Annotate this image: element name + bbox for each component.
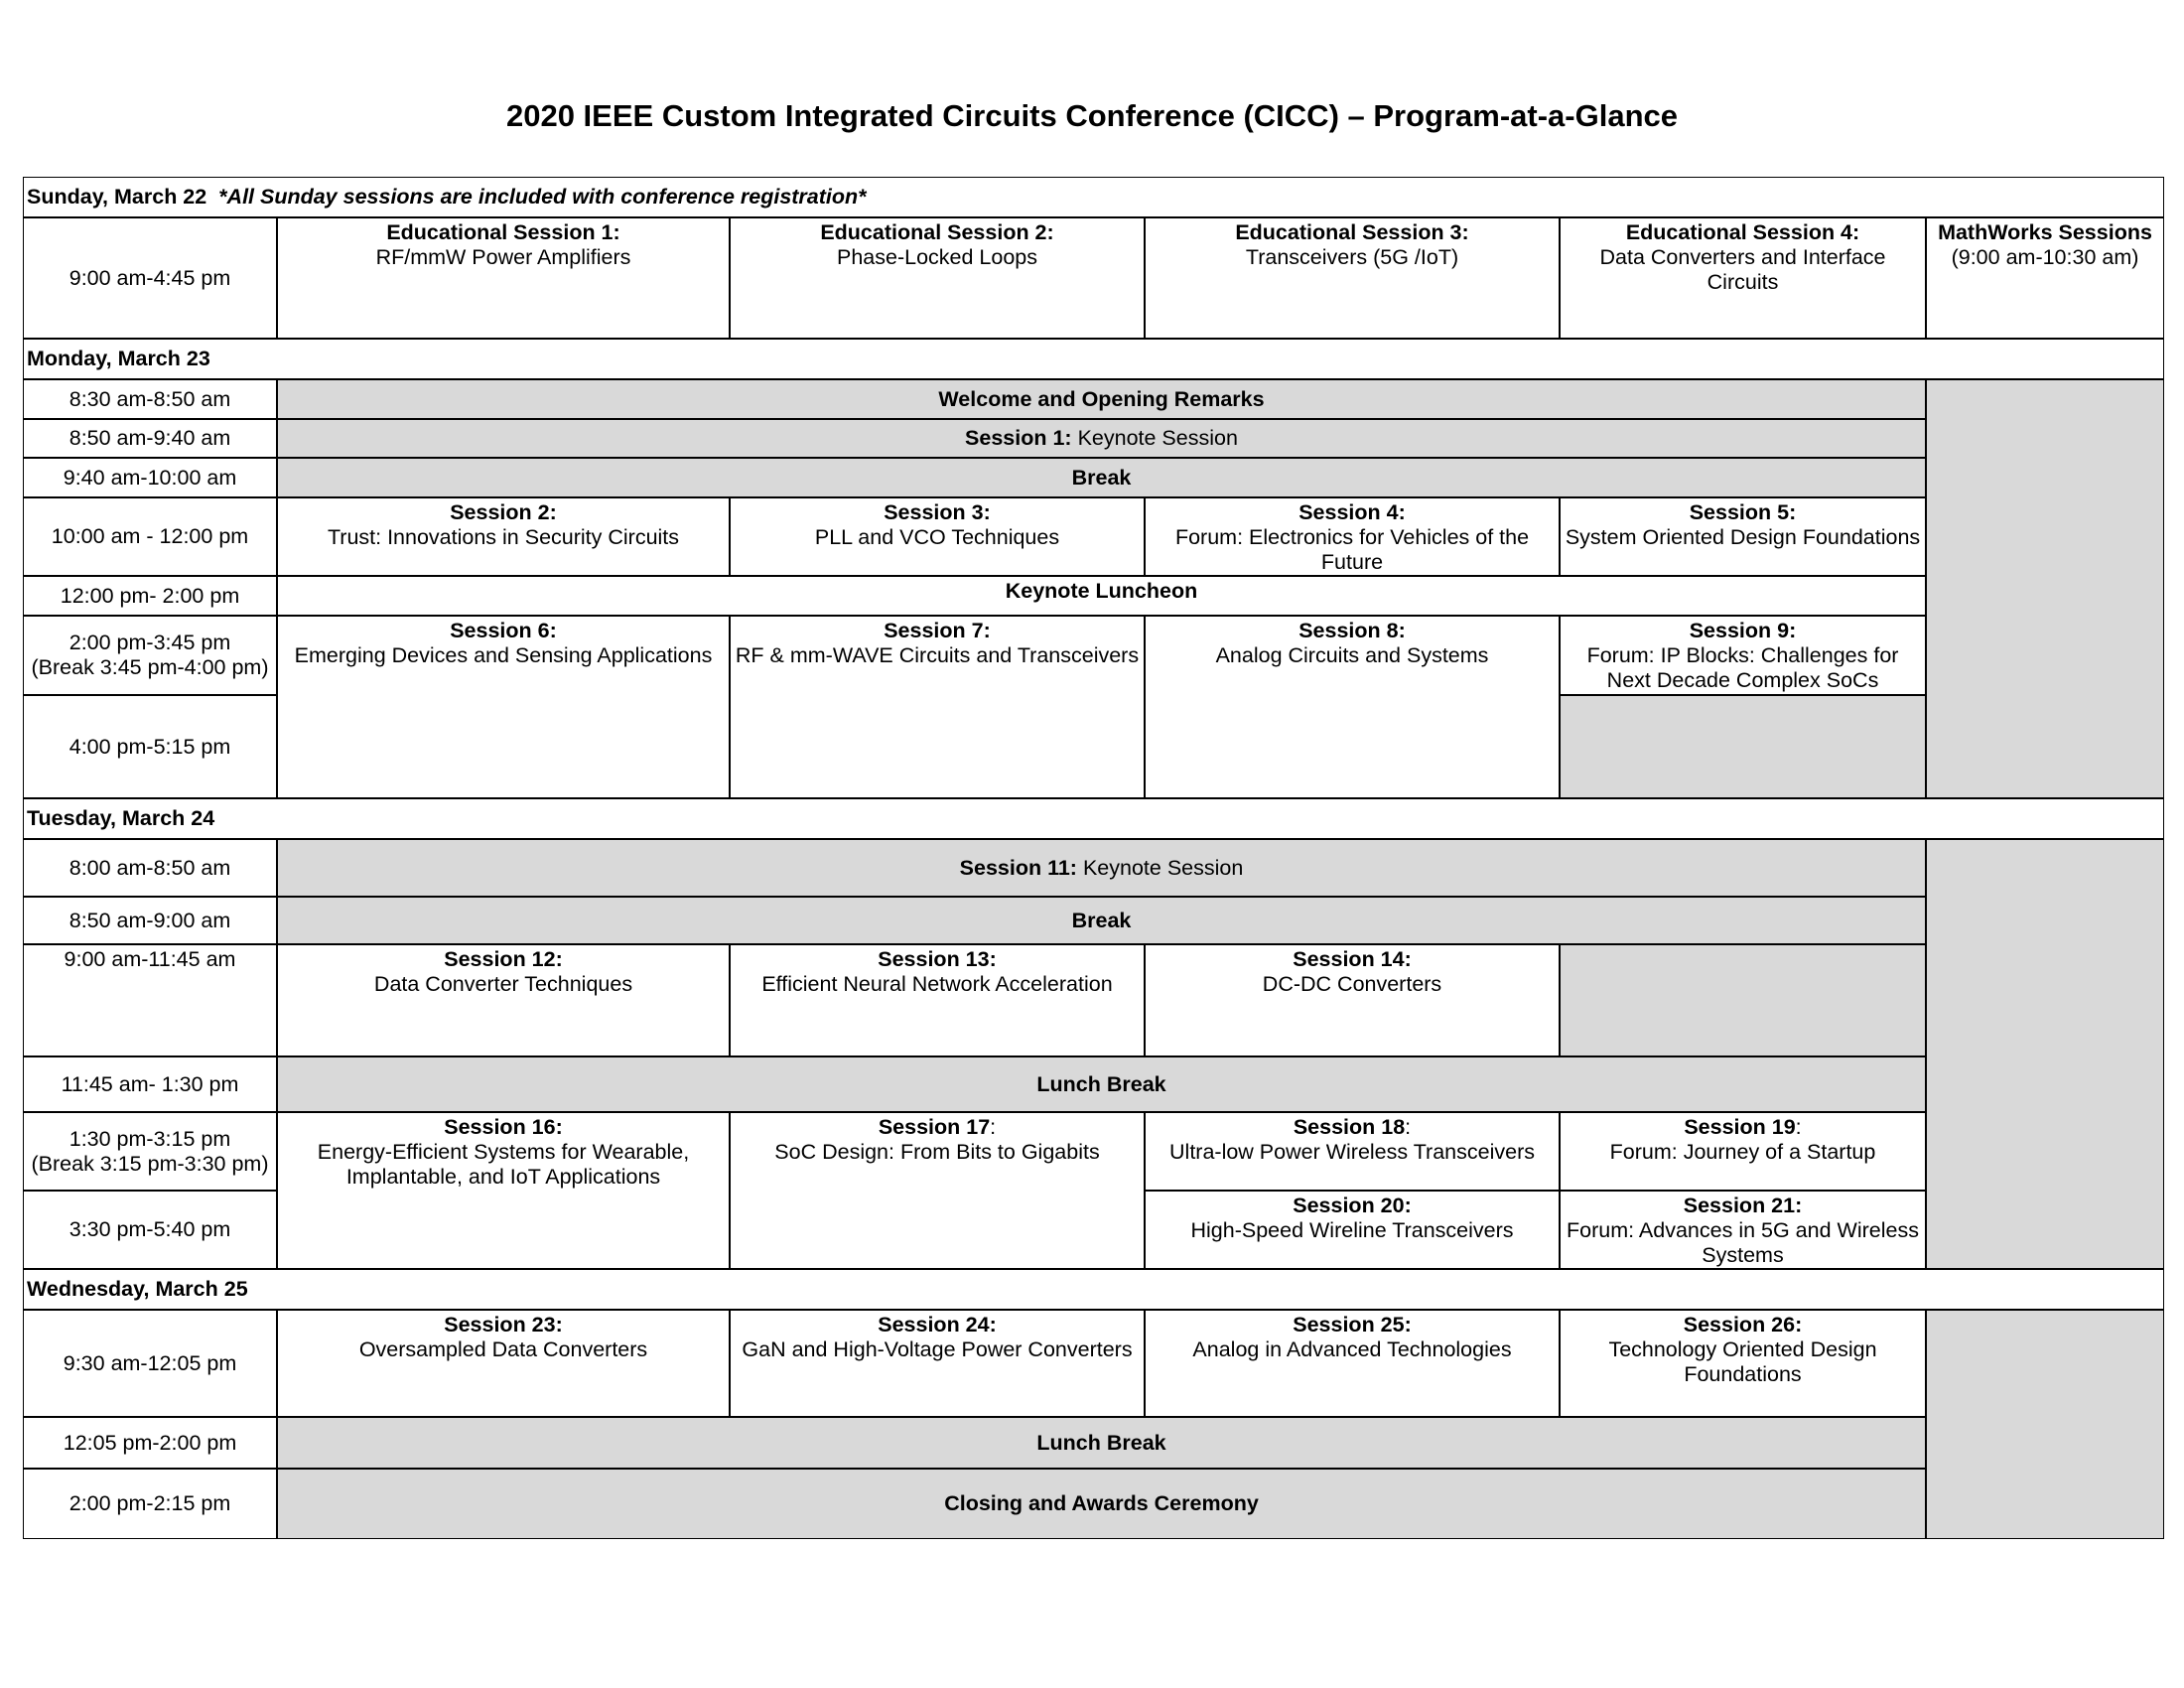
time-label: 12:00 pm- 2:00 pm (60, 583, 240, 608)
time-cell (23, 1310, 277, 1417)
session-topic: Trust: Innovations in Security Circuits (327, 525, 680, 549)
session-topic: Emerging Devices and Sensing Applications (294, 643, 713, 667)
session-topic: GaN and High-Voltage Power Converters (742, 1337, 1133, 1361)
session-topic: Data Converters and Interface Circuits (1599, 245, 1886, 294)
lunch-break (277, 1056, 1926, 1112)
time-label: 11:45 am- 1:30 pm (61, 1071, 239, 1096)
time-label: 10:00 am - 12:00 pm (51, 524, 249, 548)
event-label: Break (1071, 908, 1132, 932)
day-header-tuesday (23, 798, 2164, 839)
session-topic: Forum: Advances in 5G and Wireless Systems (1567, 1218, 1919, 1267)
time-cell (23, 497, 277, 576)
day-label: Monday, March 23 (27, 347, 210, 370)
session-topic: Transceivers (5G /IoT) (1245, 245, 1459, 269)
session-topic: System Oriented Design Foundations (1565, 525, 1921, 549)
day-header-wednesday (23, 1269, 2164, 1310)
closing-ceremony (277, 1469, 1926, 1539)
session-5 (1560, 497, 1926, 576)
time-label: 8:50 am-9:00 am (68, 908, 231, 932)
session-14 (1145, 944, 1560, 1056)
time-cell (23, 1112, 277, 1191)
session-title: Session 12: (444, 947, 563, 971)
break-cell (277, 897, 1926, 944)
session-2 (277, 497, 730, 576)
educational-session-4 (1560, 217, 1926, 339)
time-cell (23, 1191, 277, 1269)
time-cell (23, 944, 277, 1056)
session-topic: DC-DC Converters (1262, 972, 1442, 996)
session-topic: Analog in Advanced Technologies (1192, 1337, 1512, 1361)
session-topic: Ultra-low Power Wireless Transceivers (1169, 1140, 1535, 1164)
empty-cell (1560, 695, 1926, 798)
session-title: Session 20: (1293, 1194, 1412, 1217)
session-title: Session 1: (965, 426, 1072, 450)
event-label: Welcome and Opening Remarks (938, 386, 1265, 411)
session-3 (730, 497, 1145, 576)
session-24 (730, 1310, 1145, 1417)
session-18: Session 18: Ultra-low Power Wireless Transceivers (1145, 1112, 1560, 1191)
time-label: 9:00 am-4:45 pm (68, 265, 231, 290)
time-cell (23, 458, 277, 497)
session-title: Session 2: (450, 500, 557, 524)
session-topic: Data Converter Techniques (373, 972, 633, 996)
session-title: Educational Session 2: (820, 220, 1054, 244)
session-title: Session 8: (1298, 619, 1406, 642)
session-4 (1145, 497, 1560, 576)
session-title: Session 21: (1683, 1194, 1803, 1217)
session-topic: SoC Design: From Bits to Gigabits (774, 1140, 1100, 1164)
day-label: Tuesday, March 24 (27, 806, 215, 830)
welcome-remarks (277, 379, 1926, 419)
mathworks-column-empty (1926, 379, 2164, 798)
time-label: 1:30 pm-3:15 pm (68, 1126, 231, 1151)
time-label: 9:40 am-10:00 am (63, 465, 237, 490)
session-topic: RF/mmW Power Amplifiers (375, 245, 631, 269)
session-title: Session 19 (1684, 1115, 1796, 1139)
registration-note: *All Sunday sessions are included with conference registration* (218, 185, 867, 209)
time-cell (23, 419, 277, 458)
session-topic: Analog Circuits and Systems (1215, 643, 1489, 667)
session-topic: PLL and VCO Techniques (814, 525, 1060, 549)
session-title: Session 3: (884, 500, 991, 524)
session-title: Session 18 (1293, 1115, 1406, 1139)
session-topic: Energy-Efficient Systems for Wearable, Implantable, and IoT Applications (317, 1140, 690, 1189)
session-topic: Phase-Locked Loops (836, 245, 1037, 269)
session-title: Session 16: (444, 1115, 563, 1139)
time-label: 3:30 pm-5:40 pm (68, 1217, 231, 1241)
mathworks-sessions (1926, 217, 2164, 339)
program-table (23, 177, 2164, 1539)
session-title: Session 5: (1689, 500, 1797, 524)
time-cell (23, 217, 277, 339)
time-label: 8:50 am-9:40 am (68, 426, 231, 450)
session-title: Session 26: (1683, 1313, 1803, 1336)
session-1-keynote (277, 419, 1926, 458)
session-title: Session 13: (878, 947, 997, 971)
day-header-monday (23, 339, 2164, 379)
session-11-keynote (277, 839, 1926, 897)
time-cell (23, 379, 277, 419)
session-topic: Forum: IP Blocks: Challenges for Next Decade Complex SoCs (1586, 643, 1899, 692)
session-21 (1560, 1191, 1926, 1269)
time-cell (23, 1417, 277, 1469)
session-topic: Oversampled Data Converters (358, 1337, 648, 1361)
session-19: Session 19: Forum: Journey of a Startup (1560, 1112, 1926, 1191)
time-label: 2:00 pm-2:15 pm (68, 1491, 231, 1515)
educational-session-1 (277, 217, 730, 339)
session-topic: RF & mm-WAVE Circuits and Transceivers (735, 643, 1140, 667)
event-label: Closing and Awards Ceremony (944, 1491, 1259, 1515)
break-time-label: (Break 3:15 pm-3:30 pm) (31, 1151, 269, 1176)
session-topic: High-Speed Wireline Transceivers (1190, 1218, 1514, 1242)
session-time: (9:00 am-10:30 am) (1951, 245, 2139, 269)
session-topic: Keynote Session (1076, 855, 1244, 880)
mathworks-column-empty (1926, 1310, 2164, 1539)
time-cell (23, 839, 277, 897)
session-title: MathWorks Sessions (1938, 220, 2152, 244)
mathworks-column-empty (1926, 839, 2164, 1269)
time-cell (23, 897, 277, 944)
session-title: Session 14: (1293, 947, 1412, 971)
day-label: Sunday, March 22 (27, 185, 207, 209)
session-title: Session 17 (878, 1115, 991, 1139)
session-16 (277, 1112, 730, 1269)
page-title: 2020 IEEE Custom Integrated Circuits Conference (CICC) – Program-at-a-Glance (505, 98, 1678, 133)
empty-cell (1560, 944, 1926, 1056)
session-9 (1560, 616, 1926, 695)
time-label: 9:00 am-11:45 am (64, 947, 236, 971)
event-label: Lunch Break (1036, 1430, 1166, 1455)
session-title: Session 11: (959, 855, 1077, 880)
session-20 (1145, 1191, 1560, 1269)
session-topic: Forum: Journey of a Startup (1609, 1140, 1876, 1164)
time-cell (23, 695, 277, 798)
time-cell (23, 1056, 277, 1112)
event-label: Break (1071, 465, 1132, 490)
session-title: Educational Session 3: (1235, 220, 1469, 244)
time-cell (23, 576, 277, 616)
event-label: Keynote Luncheon (1005, 579, 1198, 603)
break-time-label: (Break 3:45 pm-4:00 pm) (31, 655, 269, 679)
session-title: Session 6: (450, 619, 557, 642)
educational-session-3 (1145, 217, 1560, 339)
session-6 (277, 616, 730, 798)
session-topic: Keynote Session (1071, 426, 1238, 450)
time-cell (23, 1469, 277, 1539)
session-title: Session 7: (884, 619, 991, 642)
session-26 (1560, 1310, 1926, 1417)
time-label: 9:30 am-12:05 pm (63, 1350, 237, 1375)
keynote-luncheon (277, 576, 1926, 616)
session-17: Session 17: SoC Design: From Bits to Gigabits (730, 1112, 1145, 1269)
session-topic: Technology Oriented Design Foundations (1608, 1337, 1877, 1386)
session-7 (730, 616, 1145, 798)
session-title: Session 25: (1293, 1313, 1412, 1336)
day-header-sunday (23, 177, 2164, 217)
time-label: 12:05 pm-2:00 pm (63, 1430, 237, 1455)
session-title: Session 4: (1298, 500, 1406, 524)
session-23 (277, 1310, 730, 1417)
time-label: 8:00 am-8:50 am (68, 855, 231, 880)
time-cell (23, 616, 277, 695)
session-topic: Forum: Electronics for Vehicles of the Future (1174, 525, 1530, 574)
time-label: 4:00 pm-5:15 pm (68, 734, 231, 759)
session-title: Educational Session 4: (1625, 220, 1860, 244)
session-13 (730, 944, 1145, 1056)
educational-session-2 (730, 217, 1145, 339)
time-label: 2:00 pm-3:45 pm (68, 631, 231, 654)
day-label: Wednesday, March 25 (27, 1277, 248, 1301)
session-12 (277, 944, 730, 1056)
session-8 (1145, 616, 1560, 798)
session-title: Session 23: (444, 1313, 563, 1336)
session-title: Educational Session 1: (386, 220, 620, 244)
session-title: Session 24: (878, 1313, 997, 1336)
break-cell (277, 458, 1926, 497)
lunch-break (277, 1417, 1926, 1469)
session-title: Session 9: (1689, 619, 1797, 642)
time-label: 8:30 am-8:50 am (68, 386, 231, 411)
session-25 (1145, 1310, 1560, 1417)
event-label: Lunch Break (1036, 1071, 1166, 1096)
session-topic: Efficient Neural Network Acceleration (761, 972, 1113, 996)
